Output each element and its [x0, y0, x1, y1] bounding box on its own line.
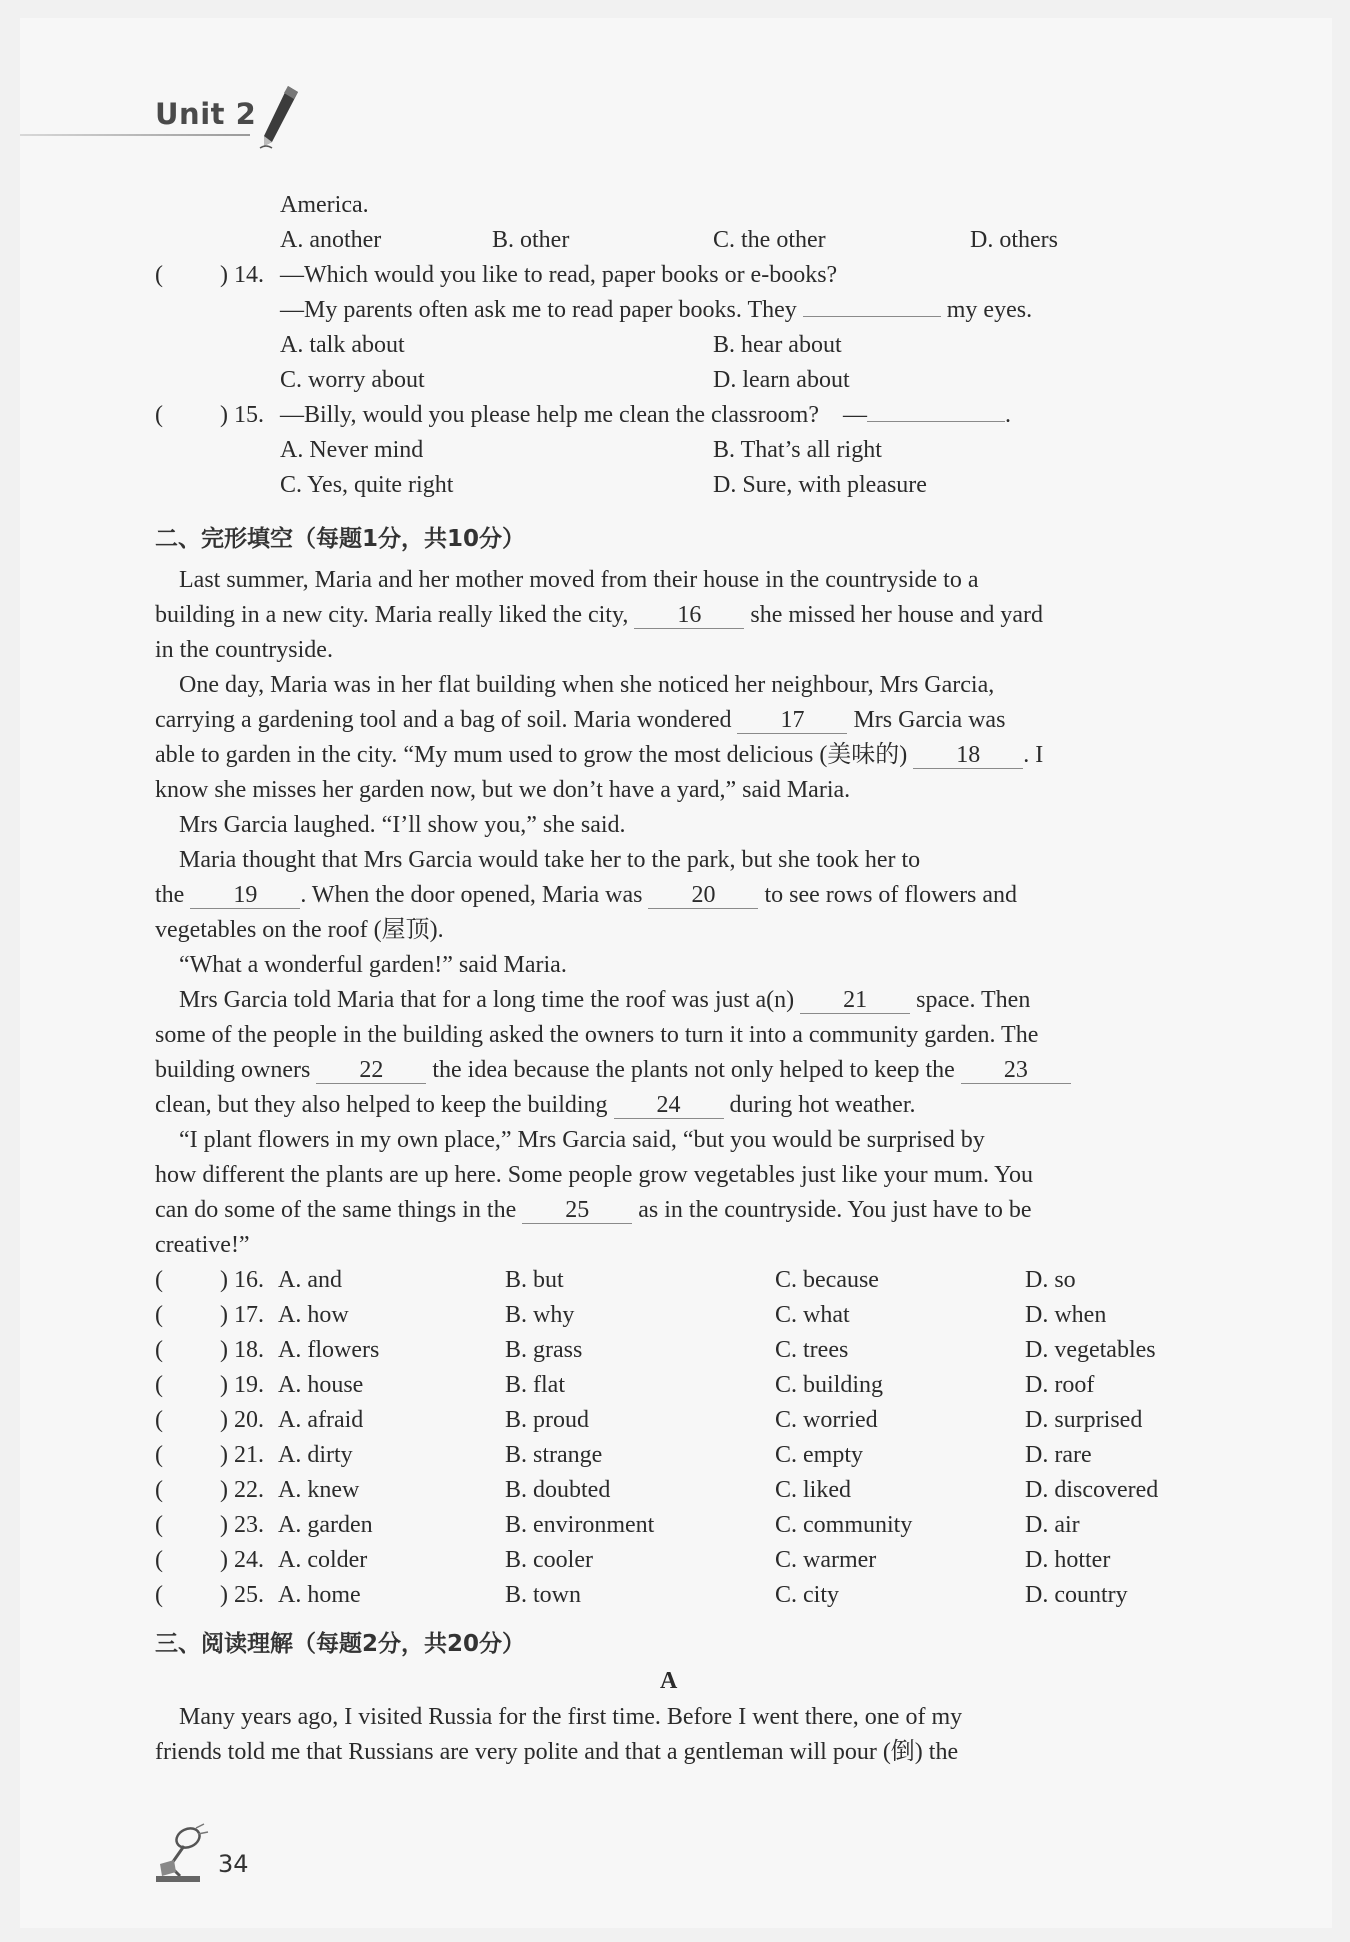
passage-line-15 — [155, 1055, 1071, 1085]
q15-question-text: —Billy, would you please help me clean the classroom? — [280, 402, 819, 428]
option-d: D. rare — [1025, 1442, 1092, 1468]
passage-line-3 — [155, 635, 333, 665]
cloze-blank-22[interactable]: 22 — [316, 1057, 426, 1084]
passage-text: the idea because the plants not only helped to keep the — [432, 1057, 955, 1083]
option-b: B. doubted — [505, 1477, 611, 1503]
q15-option-b: B. That’s all right — [713, 437, 882, 463]
q14-answer-blank[interactable] — [803, 316, 941, 317]
answer-paren[interactable]: ( — [155, 1547, 163, 1573]
header-rule — [20, 134, 250, 136]
option-a: A. how — [278, 1302, 349, 1328]
unit-title: Unit 2 — [155, 97, 257, 131]
passage-text: how different the plants are up here. Some people grow vegetables just like your mum. You — [155, 1162, 1034, 1188]
question-number: ) 18. — [220, 1337, 264, 1363]
passage-text: space. Then — [916, 987, 1031, 1013]
passage-text: to see rows of flowers and — [764, 882, 1018, 908]
reading-line-1 — [155, 1702, 962, 1732]
q15-option-d: D. Sure, with pleasure — [713, 472, 927, 498]
q14-reply — [280, 295, 1032, 325]
reading-line-2 — [155, 1737, 958, 1767]
cloze-blank-25[interactable]: 25 — [522, 1197, 632, 1224]
q14-reply-end: my eyes. — [946, 297, 1033, 323]
option-c: C. worried — [775, 1407, 878, 1433]
passage-line-11 — [155, 915, 444, 945]
option-c: C. what — [775, 1302, 850, 1328]
passage-text: carrying a gardening tool and a bag of soil. Maria wondered — [155, 707, 732, 733]
option-c: C. empty — [775, 1442, 863, 1468]
answer-paren[interactable]: ( — [155, 1267, 163, 1293]
question-number: ) 21. — [220, 1442, 264, 1468]
cloze-blank-16[interactable]: 16 — [634, 602, 744, 629]
passage-text: she missed her house and yard — [750, 602, 1044, 628]
q15-option-a: A. Never mind — [280, 437, 424, 463]
passage-line-17 — [155, 1125, 985, 1155]
q14-option-a: A. talk about — [280, 332, 405, 358]
option-c: C. building — [775, 1372, 884, 1398]
option-b: B. proud — [505, 1407, 589, 1433]
answer-paren[interactable]: ( — [155, 1372, 163, 1398]
answer-paren[interactable]: ( — [155, 1302, 163, 1328]
q14-number: ) 14. — [220, 262, 264, 288]
passage-line-12 — [155, 950, 567, 980]
passage-text: One day, Maria was in her flat building when she noticed her neighbour, Mrs Garcia, — [155, 672, 995, 698]
passage-line-4 — [155, 670, 994, 700]
cloze-blank-19[interactable]: 19 — [190, 882, 300, 909]
passage-line-7 — [155, 775, 850, 805]
passage-text: building in a new city. Maria really liked the city, — [155, 602, 629, 628]
q13-tail-text: America. — [280, 192, 369, 218]
option-b: B. why — [505, 1302, 575, 1328]
passage-text: as in the countryside. You just have to be — [638, 1197, 1032, 1223]
answer-paren[interactable]: ( — [155, 1582, 163, 1608]
passage-line-10 — [155, 880, 1017, 910]
pen-icon — [258, 84, 304, 150]
answer-paren[interactable]: ( — [155, 1442, 163, 1468]
passage-text: Many years ago, I visited Russia for the first time. Before I went there, one of my — [155, 1704, 963, 1730]
option-d: D. so — [1025, 1267, 1076, 1293]
passage-line-2 — [155, 600, 1043, 630]
q14-option-c: C. worry about — [280, 367, 425, 393]
passage-line-5 — [155, 705, 1005, 735]
passage-text: . When the door opened, Maria was — [300, 882, 643, 908]
option-a: A. garden — [278, 1512, 373, 1538]
q13-option-c: C. the other — [713, 227, 826, 253]
option-c: C. warmer — [775, 1547, 877, 1573]
answer-paren[interactable]: ( — [155, 1407, 163, 1433]
passage-text: able to garden in the city. “My mum used to grow the most delicious (美味的) — [155, 742, 908, 768]
q15-paren-open[interactable]: ( — [155, 402, 163, 428]
option-a: A. flowers — [278, 1337, 380, 1363]
passage-text: the — [155, 882, 185, 908]
option-c: C. city — [775, 1582, 839, 1608]
passage-text: “I plant flowers in my own place,” Mrs Garcia said, “but you would be surprised by — [155, 1127, 985, 1153]
q14-paren-open[interactable]: ( — [155, 262, 163, 288]
passage-line-19 — [155, 1195, 1032, 1225]
option-a: A. and — [278, 1267, 342, 1293]
option-c: C. community — [775, 1512, 913, 1538]
question-number: ) 17. — [220, 1302, 264, 1328]
option-d: D. discovered — [1025, 1477, 1159, 1503]
option-c: C. because — [775, 1267, 879, 1293]
passage-line-14 — [155, 1020, 1038, 1050]
passage-line-9 — [155, 845, 920, 875]
answer-paren[interactable]: ( — [155, 1337, 163, 1363]
passage-text: Mrs Garcia told Maria that for a long time the roof was just a(n) — [155, 987, 795, 1013]
question-number: ) 23. — [220, 1512, 264, 1538]
option-c: C. trees — [775, 1337, 849, 1363]
option-b: B. but — [505, 1267, 564, 1293]
cloze-blank-18[interactable]: 18 — [913, 742, 1023, 769]
q15-question — [280, 400, 1011, 430]
section2-title: 二、完形填空（每题1分，共10分） — [155, 526, 526, 552]
q13-option-d: D. others — [970, 227, 1058, 253]
passage-text: some of the people in the building asked the owners to turn it into a community garden. The — [155, 1022, 1039, 1048]
passage-line-20 — [155, 1230, 250, 1260]
option-d: D. surprised — [1025, 1407, 1143, 1433]
option-d: D. country — [1025, 1582, 1128, 1608]
q13-option-a: A. another — [280, 227, 382, 253]
q13-option-b: B. other — [492, 227, 570, 253]
passage-text: building owners — [155, 1057, 311, 1083]
passage-text: “What a wonderful garden!” said Maria. — [155, 952, 567, 978]
option-a: A. house — [278, 1372, 364, 1398]
option-b: B. flat — [505, 1372, 565, 1398]
desk-lamp-icon — [152, 1822, 212, 1884]
q14-reply-start: —My parents often ask me to read paper books. They — [280, 297, 797, 323]
passage-text: can do some of the same things in the — [155, 1197, 517, 1223]
question-number: ) 25. — [220, 1582, 264, 1608]
option-c: C. liked — [775, 1477, 851, 1503]
option-b: B. environment — [505, 1512, 655, 1538]
q15-option-c: C. Yes, quite right — [280, 472, 454, 498]
q14-option-b: B. hear about — [713, 332, 842, 358]
passage-line-8 — [155, 810, 626, 840]
option-a: A. afraid — [278, 1407, 364, 1433]
section3-title: 三、阅读理解（每题2分，共20分） — [155, 1631, 526, 1657]
passage-text: vegetables on the roof (屋顶). — [155, 917, 444, 943]
question-number: ) 19. — [220, 1372, 264, 1398]
passage-text: . I — [1023, 742, 1044, 768]
passage-line-16 — [155, 1090, 916, 1120]
option-b: B. strange — [505, 1442, 603, 1468]
q15-number: ) 15. — [220, 402, 264, 428]
passage-line-13 — [155, 985, 1030, 1015]
cloze-blank-21[interactable]: 21 — [800, 987, 910, 1014]
option-b: B. cooler — [505, 1547, 593, 1573]
passage-line-6 — [155, 740, 1043, 770]
passage-text: Last summer, Maria and her mother moved from their house in the countryside to a — [155, 567, 979, 593]
passage-text: in the countryside. — [155, 637, 333, 663]
option-d: D. vegetables — [1025, 1337, 1156, 1363]
q15-dash: — — [842, 402, 867, 428]
passage-text: clean, but they also helped to keep the building — [155, 1092, 608, 1118]
option-a: A. home — [278, 1582, 361, 1608]
q14-question: —Which would you like to read, paper books or e-books? — [280, 262, 838, 288]
option-b: B. grass — [505, 1337, 583, 1363]
option-d: D. hotter — [1025, 1547, 1111, 1573]
question-number: ) 16. — [220, 1267, 264, 1293]
passage-letter: A — [660, 1668, 678, 1694]
question-number: ) 20. — [220, 1407, 264, 1433]
cloze-blank-23[interactable]: 23 — [961, 1057, 1071, 1084]
passage-text: Maria thought that Mrs Garcia would take her to the park, but she took her to — [155, 847, 921, 873]
q15-answer-blank[interactable] — [867, 421, 1005, 422]
cloze-blank-20[interactable]: 20 — [648, 882, 758, 909]
passage-text: know she misses her garden now, but we don’t have a yard,” said Maria. — [155, 777, 851, 803]
option-a: A. knew — [278, 1477, 360, 1503]
cloze-blank-24[interactable]: 24 — [614, 1092, 724, 1119]
passage-text: Mrs Garcia was — [853, 707, 1006, 733]
q15-period: . — [1004, 402, 1011, 428]
passage-text: during hot weather. — [729, 1092, 916, 1118]
passage-text: friends told me that Russians are very polite and that a gentleman will pour (倒) the — [155, 1739, 959, 1765]
question-number: ) 22. — [220, 1477, 264, 1503]
passage-line-18 — [155, 1160, 1033, 1190]
passage-line-1 — [155, 565, 979, 595]
passage-text: creative!” — [155, 1232, 250, 1258]
option-b: B. town — [505, 1582, 582, 1608]
passage-text: Mrs Garcia laughed. “I’ll show you,” she said. — [155, 812, 626, 838]
option-a: A. colder — [278, 1547, 368, 1573]
option-d: D. air — [1025, 1512, 1080, 1538]
option-d: D. roof — [1025, 1372, 1095, 1398]
question-number: ) 24. — [220, 1547, 264, 1573]
answer-paren[interactable]: ( — [155, 1477, 163, 1503]
option-d: D. when — [1025, 1302, 1107, 1328]
option-a: A. dirty — [278, 1442, 353, 1468]
page-number: 34 — [218, 1850, 249, 1878]
q14-option-d: D. learn about — [713, 367, 850, 393]
answer-paren[interactable]: ( — [155, 1512, 163, 1538]
cloze-blank-17[interactable]: 17 — [737, 707, 847, 734]
